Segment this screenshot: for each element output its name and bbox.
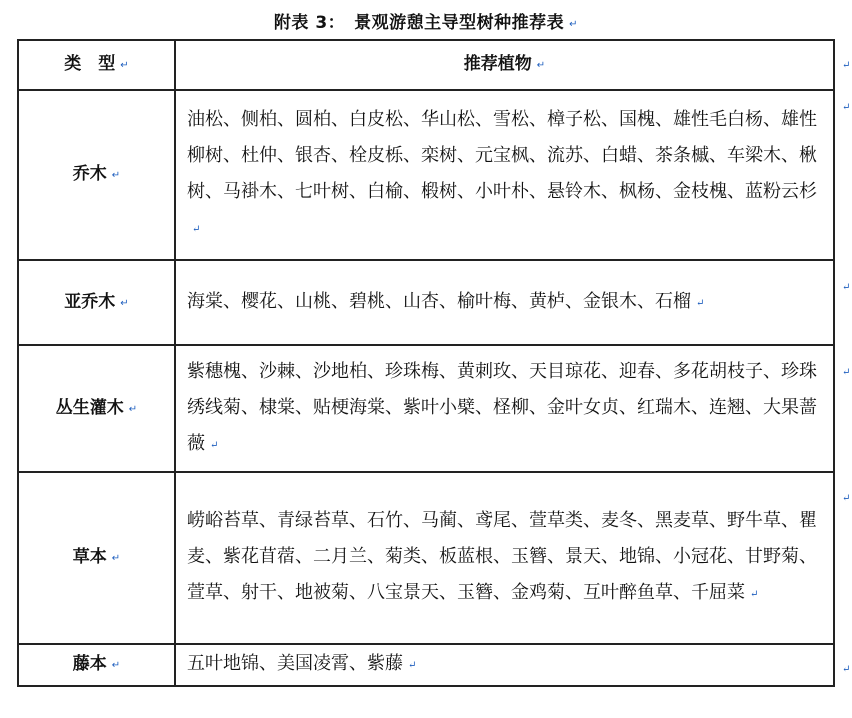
plants-text: 崂峪苔草、青绿苔草、石竹、马蔺、鸢尾、萱草类、麦冬、黑麦草、野牛草、瞿麦、紫花苜蓿、二月兰、菊类、板蓝根、玉簪、景天、地锦、小冠花、甘野菊、萱草、射干、地被菊、八宝景天、玉簪、金鸡菊、互叶醉鱼草、千屈菜 bbox=[187, 510, 817, 603]
type-cell bbox=[18, 260, 175, 345]
table-caption bbox=[0, 8, 852, 33]
paragraph-mark-icon: ↵ bbox=[210, 439, 219, 451]
table-row bbox=[18, 644, 834, 686]
type-label: 亚乔木 bbox=[64, 291, 116, 312]
plants-cell bbox=[175, 345, 834, 472]
table-row bbox=[18, 260, 834, 345]
paragraph-mark-icon: ↵ bbox=[111, 553, 121, 564]
row-end-mark-icon: ↵ bbox=[842, 367, 851, 378]
recommendation-table bbox=[17, 39, 835, 687]
type-cell bbox=[18, 644, 175, 686]
paragraph-mark-icon: ↵ bbox=[696, 297, 705, 309]
row-end-mark-icon: ↵ bbox=[842, 282, 851, 293]
paragraph-mark-icon: ↵ bbox=[120, 60, 129, 71]
table-row bbox=[18, 345, 834, 472]
type-label: 草本 bbox=[72, 547, 107, 567]
plants-text: 海棠、樱花、山桃、碧桃、山杏、榆叶梅、黄栌、金银木、石榴 bbox=[187, 290, 691, 312]
paragraph-mark-icon: ↵ bbox=[120, 297, 129, 309]
row-end-mark-icon: ↵ bbox=[842, 493, 851, 504]
type-cell bbox=[18, 90, 175, 260]
table-header-row bbox=[18, 40, 834, 90]
header-plants-label: 推荐植物 bbox=[463, 54, 532, 74]
type-label: 丛生灌木 bbox=[55, 397, 124, 418]
table-row bbox=[18, 472, 834, 644]
paragraph-mark-icon: ↵ bbox=[536, 60, 546, 71]
header-type-cell bbox=[18, 40, 175, 90]
paragraph-mark-icon: ↵ bbox=[569, 19, 579, 30]
plants-cell bbox=[175, 90, 834, 260]
plants-cell bbox=[175, 472, 834, 644]
plants-text: 油松、侧柏、圆柏、白皮松、华山松、雪松、樟子松、国槐、雄性毛白杨、雄性柳树、杜仲、银杏、栓皮栎、栾树、元宝枫、流苏、白蜡、茶条槭、车梁木、楸树、马褂木、七叶树、白榆、椴树、小叶朴、悬铃木、枫杨、金枝槐、蓝粉云杉 bbox=[187, 109, 817, 202]
plants-cell bbox=[175, 260, 834, 345]
paragraph-mark-icon: ↵ bbox=[128, 403, 138, 415]
type-cell bbox=[18, 345, 175, 472]
paragraph-mark-icon: ↵ bbox=[408, 660, 417, 671]
header-plants-cell bbox=[175, 40, 834, 90]
row-end-mark-icon: ↵ bbox=[842, 102, 851, 113]
header-type-label: 类 型 bbox=[64, 54, 116, 74]
paragraph-mark-icon: ↵ bbox=[192, 224, 201, 235]
plants-text: 五叶地锦、美国凌霄、紫藤 bbox=[187, 653, 403, 674]
type-label: 藤本 bbox=[72, 654, 107, 674]
plants-text: 紫穗槐、沙棘、沙地柏、珍珠梅、黄刺玫、天目琼花、迎春、多花胡枝子、珍珠绣线菊、棣棠、贴梗海棠、紫叶小檗、柽柳、金叶女贞、红瑞木、连翘、大果蔷薇 bbox=[187, 360, 817, 454]
plants-cell bbox=[175, 644, 834, 686]
type-label: 乔木 bbox=[72, 164, 107, 184]
paragraph-mark-icon: ↵ bbox=[111, 170, 121, 181]
table-row bbox=[18, 90, 834, 260]
type-cell bbox=[18, 472, 175, 644]
caption-text: 附表 3： 景观游憩主导型树种推荐表 bbox=[273, 13, 565, 33]
row-end-mark-icon: ↵ bbox=[842, 664, 851, 675]
paragraph-mark-icon: ↵ bbox=[750, 589, 759, 600]
paragraph-mark-icon: ↵ bbox=[111, 660, 121, 671]
row-end-mark-icon: ↵ bbox=[842, 60, 851, 71]
